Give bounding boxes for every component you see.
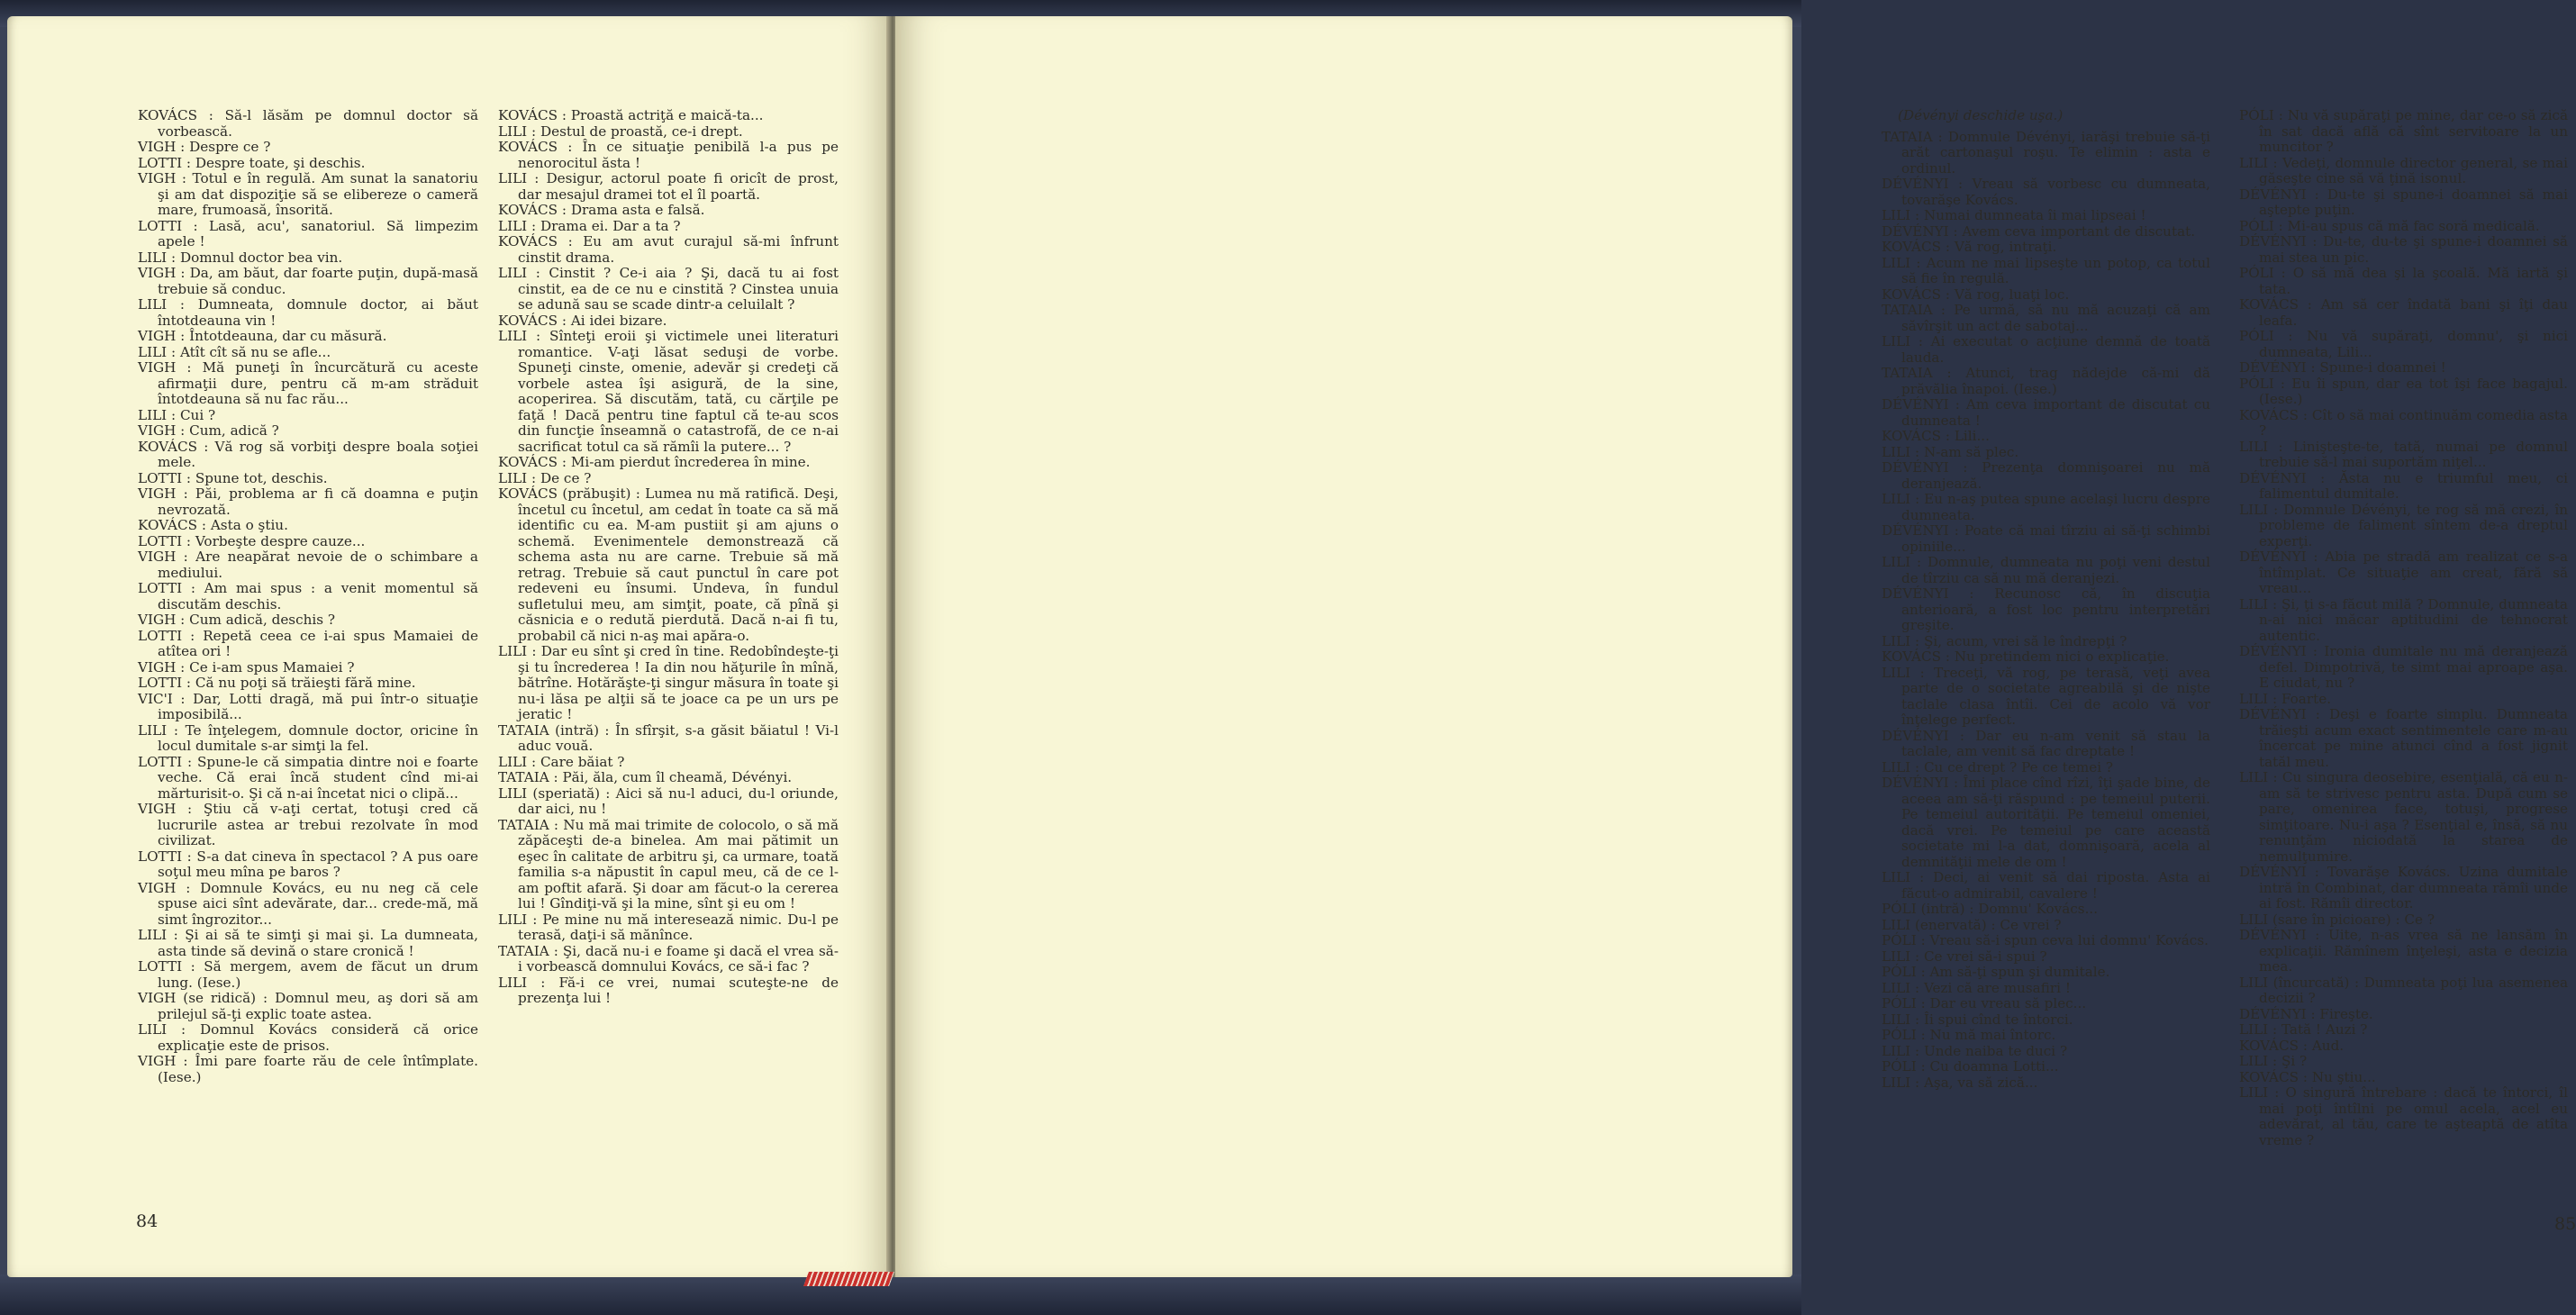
dialogue-line: KOVÁCS : Vă rog să vorbiţi despre boala soţiei mele. <box>138 438 478 470</box>
dialogue-line: KOVÁCS (prăbuşit) : Lumea nu mă ratifică. Deşi, încetul cu încetul, am cedat în toate ca să mă identific cu ea. M-am pustiit şi am ajuns o schemă. Evenimentele demonstrează că schema asta nu are carne. Trebuie să mă retrag. Trebuie să caut punctul în care pot redeveni eu însumi. Undeva, în fundul sufletului meu, am simţit, poate, că pînă şi căsnicia e o redută pierdută. Dacă n-ai fi tu, probabil că nici n-aş mai apăra-o. <box>498 485 839 644</box>
dialogue-line: VIGH : Mă puneţi în încurcătură cu aceste afirmaţii dure, pentru că m-am străduit întotdeauna să nu fac rău... <box>138 359 478 407</box>
dialogue-line: LOTTI : Repetă ceea ce i-ai spus Mamaiei de atîtea ori ! <box>138 627 478 659</box>
dialogue-line: PÓLI : Dar eu vreau să plec... <box>1882 995 2087 1011</box>
dialogue-line: KOVÁCS : Să-l lăsăm pe domnul doctor să vorbească. <box>138 107 478 140</box>
dialogue-line: DÉVÉNYI : Poate că mai tîrziu ai să-ţi schimbi opiniile... <box>1882 522 2210 555</box>
dialogue-line: LILI : Domnul Kovács consideră că orice explicaţie este de prisos. <box>138 1021 478 1054</box>
dialogue-line: DÉVÉNYI : Spune-i doamnei ! <box>2239 359 2446 376</box>
dialogue-line: DÉVÉNYI : Ironia dumitale nu mă deranjează defel. Dimpotrivă, te simt mai aproape aşa. E ciudat, nu ? <box>2239 643 2568 691</box>
page-number-right: 85 <box>2554 1214 2576 1234</box>
dialogue-line: LILI : Şi ai să te simţi şi mai şi. La dumneata, asta tinde să devină o stare cronică ! <box>138 927 478 959</box>
dialogue-line: LOTTI : Lasă, acu', sanatoriul. Să limpezim apele ! <box>138 217 478 249</box>
dialogue-line: LILI : Atît cît să nu se afle... <box>138 343 331 360</box>
dialogue-line: TATAIA : Atunci, trag nădejde că-mi dă prăvălia înapoi. (Iese.) <box>1882 365 2210 397</box>
dialogue-line: DÉVÉNYI : Avem ceva important de discutat. <box>1882 222 2196 240</box>
dialogue-line: PÓLI : Cu doamna Lotti... <box>1882 1058 2059 1075</box>
dialogue-line: PÓLI : Mi-au spus că mă fac soră medicală. <box>2239 217 2540 234</box>
dialogue-line: LILI : Deci, ai venit să dai riposta. Asta ai făcut-o admirabil, cavalere ! <box>1882 869 2210 902</box>
dialogue-line: DÉVÉNYI : Abia pe stradă am realizat ce s-a întîmplat. Ce situaţie am creat, fără să vreau... <box>2239 549 2568 596</box>
dialogue-line: LILI : Fă-i ce vrei, numai scuteşte-ne de prezenţa lui ! <box>498 974 839 1006</box>
dialogue-line: DÉVÉNYI : Recunosc că, în discuţia anterioară, a fost loc pentru interpretări greşite. <box>1882 585 2210 633</box>
dialogue-line: KOVÁCS : Cît o să mai continuăm comedia asta ? <box>2239 406 2568 439</box>
dialogue-line: DÉVÉNYI : Du-te, du-te şi spune-i doamnei să mai stea un pic. <box>2239 233 2568 266</box>
dialogue-line: DÉVÉNYI : Vreau să vorbesc cu dumneata, tovarăşe Kovács. <box>1882 176 2210 208</box>
dialogue-line: LILI : Desigur, actorul poate fi oricît de prost, dar mesajul dramei tot el îl poartă. <box>498 170 839 203</box>
dialogue-line: LILI : Drama ei. Dar a ta ? <box>498 217 681 234</box>
dialogue-line: LILI : Unde naiba te duci ? <box>1882 1042 2068 1059</box>
dialogue-line: LILI : Dumneata, domnule doctor, ai băut întotdeauna vin ! <box>138 296 478 329</box>
dialogue-line: DÉVÉNYI : Du-te şi spune-i doamnei să mai aştepte puţin. <box>2239 186 2568 218</box>
dialogue-line: KOVÁCS : Mi-am pierdut încrederea în mine. <box>498 454 811 470</box>
dialogue-line: KOVÁCS : Nu pretindem nici o explicaţie. <box>1882 648 2170 665</box>
dialogue-line: LILI : Îi spui cînd te întorci. <box>1882 1011 2073 1028</box>
dialogue-line: LILI : Şi, ţi s-a făcut milă ? Domnule, dumneata n-ai nici măcar aptitudini de tehnocrat autentic. <box>2239 595 2568 644</box>
dialogue-line: TATAIA : Nu mă mai trimite de colocolo, o să mă zăpăceşti de-a binelea. Am mai pătimit un eşec în calitate de arbitru şi, ca urmare, toată familia s-a năpustit în capul meu, că de ce l-am poftit afară. Şi doar am făcut-o la cererea lui ! Gîndiţi-vă şi la mine, sînt şi eu om ! <box>498 816 839 911</box>
right-page <box>895 16 2576 1277</box>
right-page-column-2 <box>2239 108 2568 1148</box>
dialogue-line: VIC'I : Dar, Lotti dragă, mă pui într-o situaţie imposibilă... <box>138 690 478 722</box>
dialogue-line: LILI (încurcată) : Dumneata poţi lua asemenea decizii ? <box>2239 974 2568 1006</box>
dialogue-line: PÓLI : Nu mă mai întorc. <box>1882 1027 2056 1043</box>
dialogue-line: VIGH : Cum, adică ? <box>138 422 279 439</box>
dialogue-line: LILI : Vezi că are musafiri ! <box>1882 979 2071 996</box>
dialogue-line: VIGH (se ridică) : Domnul meu, aş dori să am prilejul să-ţi explic toate astea. <box>138 990 478 1022</box>
dialogue-line: KOVÁCS : Proastă actriţă e maică-ta... <box>498 107 764 123</box>
left-page-column-2 <box>498 108 839 1007</box>
dialogue-line: LILI : Cu singura deosebire, esenţială, că eu n-am să te strivesc pentru asta. După cum se pare, omenirea face, totuşi, progrese simţitoare. Nu-i aşa ? Esenţial e, însă, să nu renunţăm niciodată la starea de nemulţumire. <box>2239 769 2568 865</box>
page-number-left: 84 <box>136 1211 159 1231</box>
dialogue-line: LILI : Ai executat o acţiune demnă de toată lauda. <box>1882 333 2210 366</box>
dialogue-line: LILI : Destul de proastă, ce-i drept. <box>498 122 743 140</box>
dialogue-line: KOVÁCS : Vă rog, luaţi loc. <box>1882 286 2070 303</box>
dialogue-line: KOVÁCS : Eu am avut curajul să-mi înfrunt cinstit drama. <box>498 233 839 266</box>
dialogue-line: DÉVÉNYI : Am ceva important de discutat cu dumneata ! <box>1882 396 2210 429</box>
dialogue-line: VIGH : Întotdeauna, dar cu măsură. <box>138 328 387 344</box>
dialogue-line: DÉVÉNYI : Tovarăşe Kovács. Uzina dumitale intră în Combinat, dar dumneata rămîi unde ai fost. Rămîi director. <box>2239 864 2568 911</box>
dialogue-line: LILI : Domnul doctor bea vin. <box>138 249 343 266</box>
ribbon-bookmark <box>803 1272 894 1286</box>
dialogue-line: LOTTI : Spune tot, deschis. <box>138 469 328 486</box>
dialogue-line: TATAIA : Pe urmă, să nu mă acuzaţi că am săvîrşit un act de sabotaj... <box>1882 302 2210 334</box>
dialogue-line: VIGH : Domnule Kovács, eu nu neg că cele spuse aici sînt adevărate, dar... crede-mă, mă simt îngrozitor... <box>138 879 478 928</box>
dialogue-line: KOVÁCS : Drama asta e falsă. <box>498 202 705 218</box>
dialogue-line: LOTTI : Să mergem, avem de făcut un drum lung. (Iese.) <box>138 958 478 991</box>
dialogue-line: LILI : Şi ? <box>2239 1053 2308 1069</box>
dialogue-line: VIGH : Păi, problema ar fi că doamna e puţin nevrozată. <box>138 485 478 518</box>
dialogue-line: VIGH : Da, am băut, dar foarte puţin, după-masă trebuie să conduc. <box>138 265 478 297</box>
dialogue-line: LOTTI : Am mai spus : a venit momentul să discutăm deschis. <box>138 580 478 612</box>
dialogue-line: PÓLI : Am să-ţi spun şi dumitale. <box>1882 964 2110 980</box>
dialogue-line: VIGH : Despre ce ? <box>138 139 271 155</box>
dialogue-line: KOVÁCS : Ai idei bizare. <box>498 312 667 329</box>
dialogue-line: LILI : Pe mine nu mă interesează nimic. Du-l pe terasă, daţi-i să mănînce. <box>498 911 839 943</box>
dialogue-line: LILI : Domnule Dévényi, te rog să mă crezi, în probleme de faliment sîntem de-a dreptul experţi. <box>2239 501 2568 549</box>
dialogue-line: TATAIA : Domnule Dévényi, iarăşi trebuie să-ţi arăt cartonaşul roşu. Te elimin : asta e ordinul. <box>1882 128 2210 177</box>
dialogue-line: PÓLI : Eu îi spun, dar ea tot îşi face bagajul. (Iese.) <box>2239 375 2568 407</box>
dialogue-line: DÉVÉNYI : Ăsta nu e triumful meu, ci falimentul dumitale. <box>2239 469 2568 502</box>
stage-direction: (Dévényi deschide uşa.) <box>1898 107 2064 123</box>
dialogue-line: DÉVÉNYI : Deşi e foarte simplu. Dumneata trăieşti acum exact sentimentele care m-au încercat pe mine atunci cînd a fost jignit tatăl meu. <box>2239 706 2568 770</box>
dialogue-line: VIGH : Are neapărat nevoie de o schimbare a mediului. <box>138 549 478 581</box>
dialogue-line: LILI : Cinstit ? Ce-i aia ? Şi, dacă tu ai fost cinstit, ea de ce nu e cinstită ? Cinstea unuia se adună sau se scade dintr-a celuilalt ? <box>498 265 839 313</box>
dialogue-line: LILI (speriată) : Aici să nu-l aduci, du-l oriunde, dar aici, nu ! <box>498 784 839 817</box>
dialogue-line: LILI : Ce vrei să-i spui ? <box>1882 948 2047 965</box>
dialogue-line: PÓLI : Nu vă supăraţi pe mine, dar ce-o să zică în sat dacă află că sînt servitoare la un muncitor ? <box>2239 107 2568 155</box>
dialogue-line: LOTTI : S-a dat cineva în spectacol ? A pus oare soţul meu mîna pe baros ? <box>138 848 478 880</box>
dialogue-line: LILI : Aşa, va să zică... <box>1882 1074 2038 1091</box>
dialogue-line: VIGH : Îmi pare foarte rău de cele întîmplate. (Iese.) <box>138 1053 478 1085</box>
dialogue-line: PÓLI (intră) : Domnu' Kovács... <box>1882 901 2099 917</box>
dialogue-line: TATAIA : Şi, dacă nu-i e foame şi dacă el vrea să-i vorbească domnului Kovács, ce să-i fac ? <box>498 942 839 975</box>
dialogue-line: KOVÁCS : Lili... <box>1882 428 1990 444</box>
dialogue-line: LILI : Te înţelegem, domnule doctor, oricine în locul dumitale s-ar simţi la fel. <box>138 721 478 754</box>
dialogue-line: TATAIA : Păi, ăla, cum îl cheamă, Dévényi. <box>498 769 793 785</box>
right-page-column-1-lines <box>1882 130 2210 1092</box>
dialogue-line: LILI : N-am să plec. <box>1882 443 2019 460</box>
dialogue-line: PÓLI : O să mă dea şi la şcoală. Mă iartă şi tata. <box>2239 265 2568 297</box>
dialogue-line: LOTTI : Despre toate, şi deschis. <box>138 154 366 171</box>
right-page-column-1 <box>1882 108 2210 1091</box>
dialogue-line: PÓLI : Vreau să-i spun ceva lui domnu' Kovács. <box>1882 932 2209 948</box>
dialogue-line: VIGH : Cum adică, deschis ? <box>138 612 336 628</box>
dialogue-line: VIGH : Ce i-am spus Mamaiei ? <box>138 658 355 676</box>
dialogue-line: LILI : Care băiat ? <box>498 753 625 770</box>
dialogue-line: LOTTI : Spune-le că simpatia dintre noi e foarte veche. Că erai încă student cînd mi-ai mărturisit-o. Şi că n-ai încetat nici o clipă... <box>138 753 478 802</box>
left-page-column-1 <box>138 108 478 1085</box>
dialogue-line: LOTTI : Vorbeşte despre cauze... <box>138 532 366 549</box>
dialogue-line: LILI : Sînteţi eroii şi victimele unei literaturi romantice. V-aţi lăsat seduşi de vorbe. Spuneţi cinste, omenie, adevăr şi credeţi că vorbele astea îşi asigură, de la sine, acoperirea. Să discutăm, tată, cu cărţile pe faţă ! Dacă pentru tine faptul că te-au scos din funcţie înseamnă o catastrofă, de ce n-ai sacrificat totul ca să rămîi la putere... ? <box>498 328 839 455</box>
dialogue-line: LILI : Dar eu sînt şi cred în tine. Redobîndeşte-ţi şi tu încrederea ! Ia din nou hăţurile în mînă, bătrîne. Hotărăşte-ţi singur măsura în toate şi nu-i lăsa pe alţii să te joace ca pe un urs pe jeratic ! <box>498 643 839 722</box>
dialogue-line: KOVÁCS : În ce situaţie penibilă l-a pus pe nenorocitul ăsta ! <box>498 139 839 171</box>
dialogue-line: KOVÁCS : Nu ştiu... <box>2239 1068 2376 1085</box>
dialogue-line: DÉVÉNYI : Fireşte. <box>2239 1005 2373 1022</box>
dialogue-line: LILI (enervată) : Ce vrei ? <box>1882 916 2062 933</box>
dialogue-line: LILI : Linişteşte-te, tată, numai pe domnul trebuie să-l mai suportăm niţel... <box>2239 438 2568 470</box>
dialogue-line: PÓLI : Nu vă supăraţi, domnu', şi nici dumneata, Lili... <box>2239 328 2568 360</box>
dialogue-line: VIGH : Ştiu că v-aţi certat, totuşi cred că lucrurile astea ar trebui rezolvate în mod civilizat. <box>138 801 478 848</box>
dialogue-line: LILI : Cu ce drept ? Pe ce temei ? <box>1882 758 2114 775</box>
dialogue-line: LILI : Acum ne mai lipseşte un potop, ca totul să fie în regulă. <box>1882 254 2210 286</box>
book-cover-bottom <box>0 1274 1801 1315</box>
dialogue-line: VIGH : Totul e în regulă. Am sunat la sanatoriu şi am dat dispoziţie să se elibereze o cameră mare, frumoasă, însorită. <box>138 170 478 218</box>
dialogue-line: LILI : Şi, acum, vrei să le îndrepţi ? <box>1882 632 2127 649</box>
dialogue-line: DÉVÉNYI : Prezenţa domnişoarei nu mă deranjează. <box>1882 459 2210 492</box>
dialogue-line: LILI : Domnule, dumneata nu poţi veni destul de tîrziu ca să nu mă deranjezi. <box>1882 554 2210 586</box>
dialogue-line: DÉVÉNYI : Dar eu n-am venit să stau la taclale, am venit să fac dreptate ! <box>1882 727 2210 759</box>
dialogue-line: LILI : O singură întrebare : dacă te întorci, îl mai poţi întîlni pe omul acela, acel eu adevărat, al tău, care te aşteaptă de atîta vreme ? <box>2239 1084 2568 1148</box>
dialogue-line: LILI (sare în picioare) : Ce ? <box>2239 911 2435 928</box>
dialogue-line: TATAIA (intră) : În sfîrşit, s-a găsit băiatul ! Vi-l aduc vouă. <box>498 721 839 754</box>
dialogue-line: LILI : Foarte. <box>2239 690 2332 707</box>
dialogue-line: LILI : Cui ? <box>138 406 216 423</box>
dialogue-line: LILI : Eu n-aş putea spune acelaşi lucru despre dumneata. <box>1882 491 2210 523</box>
dialogue-line: LILI : Treceţi, vă rog, pe terasă, veţi avea parte de o societate agreabilă şi de nişte taclale clasa întîi. Cei de acolo vă vor înţelege perfect. <box>1882 664 2210 728</box>
dialogue-line: LILI : De ce ? <box>498 469 592 486</box>
dialogue-line: LOTTI : Că nu poţi să trăieşti fără mine. <box>138 675 416 691</box>
dialogue-line: KOVÁCS : Asta o ştiu. <box>138 517 288 533</box>
dialogue-line: LILI : Vedeţi, domnule director general, se mai găseşte cine să vă ţină isonul. <box>2239 154 2568 186</box>
dialogue-line: DÉVÉNYI : Îmi place cînd rîzi, îţi şade bine, de aceea am să-ţi răspund : pe temeiul puterii. Pe temeiul autorităţii. Pe temeiul omeniei, dacă vrei. Pe temeiul pe care această societate mi l-a dat, domnişoară, acela al demnităţii mele de om ! <box>1882 775 2210 870</box>
dialogue-line: LILI : Numai dumneata îi mai lipseai ! <box>1882 207 2146 223</box>
dialogue-line: KOVÁCS : Aud. <box>2239 1037 2345 1054</box>
dialogue-line: KOVÁCS : Vă rog, intraţi. <box>1882 239 2057 255</box>
dialogue-line: LILI : Tată ! Auzi ? <box>2239 1021 2368 1038</box>
dialogue-line: DÉVÉNYI : Uite, n-as vrea să ne lansăm în explicaţii. Rămînem înţeleşi, asta e decizia mea. <box>2239 927 2568 975</box>
left-page <box>7 16 892 1277</box>
dialogue-line: KOVÁCS : Am să cer îndată bani şi îţi dau leafa. <box>2239 296 2568 329</box>
